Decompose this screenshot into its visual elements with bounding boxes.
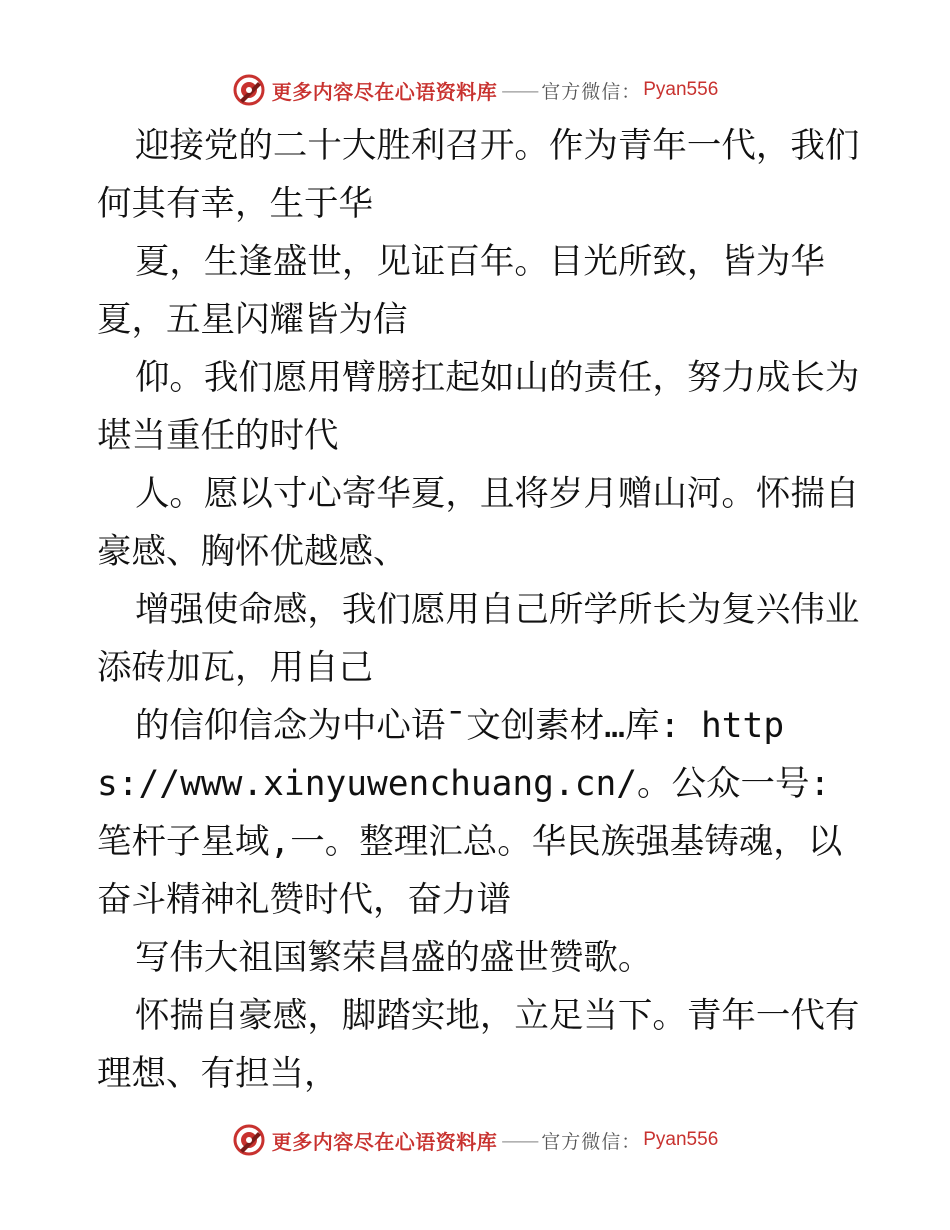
- banner-separator: ——: [501, 78, 538, 102]
- banner-wechat-id: Pyan556: [643, 1129, 719, 1150]
- banner-separator: ——: [501, 1128, 538, 1152]
- banner-title: 更多内容尽在心语资料库: [271, 1129, 498, 1154]
- paragraph: 的信仰信念为中心语¯文创素材…库: https://www.xinyuwenchuang.cn/。公众一号: 笔杆子星域,一。整理汇总。华民族强基铸魂，以奋斗精神礼赞时代，奋力谱: [97, 706, 843, 920]
- footer-watermark: [0, 1120, 950, 1160]
- header-watermark: [0, 70, 950, 110]
- paragraph: 夏，生逢盛世，见证百年。目光所致，皆为华夏，五星闪耀皆为信: [97, 242, 825, 340]
- banner-wechat-label: 官方微信：: [541, 1130, 642, 1153]
- paragraph: 人。愿以寸心寄华夏，且将岁月赠山河。怀揣自豪感、胸怀优越感、: [97, 474, 860, 572]
- document-body: [97, 117, 867, 1103]
- banner-wechat-label: 官方微信：: [541, 80, 642, 103]
- paragraph: 增强使命感，我们愿用自己所学所长为复兴伟业添砖加瓦，用自己: [97, 590, 860, 688]
- paragraph: 怀揣自豪感，脚踏实地，立足当下。青年一代有理想、有担当，: [97, 996, 860, 1094]
- paragraph: 仰。我们愿用臂膀扛起如山的责任，努力成长为堪当重任的时代: [97, 358, 860, 456]
- pen-logo-icon: [232, 73, 266, 107]
- banner-wechat-id: Pyan556: [643, 79, 719, 100]
- banner-title: 更多内容尽在心语资料库: [271, 79, 498, 104]
- pen-logo-icon: [232, 1123, 266, 1157]
- paragraph: 写伟大祖国繁荣昌盛的盛世赞歌。: [134, 938, 653, 978]
- paragraph: 迎接党的二十大胜利召开。作为青年一代，我们何其有幸，生于华: [97, 126, 860, 224]
